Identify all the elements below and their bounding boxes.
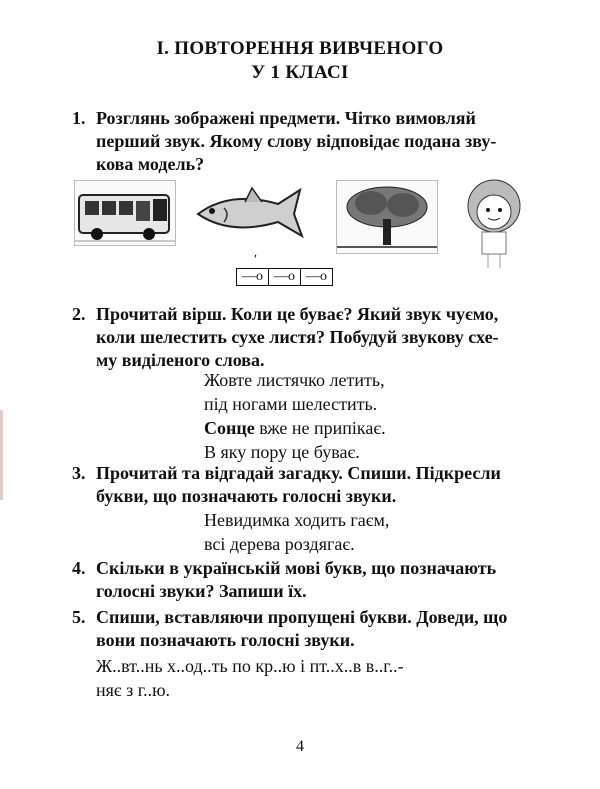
exercise-line: Ж..вт..нь х..од..ть по кр..ю і пт..х..в в..г..- xyxy=(96,656,404,676)
task-number: 4. xyxy=(72,558,86,578)
section-title-line2: У 1 КЛАСІ xyxy=(251,62,349,83)
task-number: 1. xyxy=(72,108,86,128)
scheme-cell: —о xyxy=(237,269,269,285)
stress-mark: ʹ xyxy=(254,253,258,268)
bus-picture xyxy=(74,180,176,246)
riddle xyxy=(204,508,389,556)
exercise-text xyxy=(96,654,566,702)
task-text: Спиши, вставляючи пропущені букви. Доведи, що xyxy=(96,607,508,627)
scheme-cell: —о xyxy=(306,269,327,284)
task-text: му виділеного слова. xyxy=(96,350,265,370)
fish-picture xyxy=(190,180,318,244)
task-number: 5. xyxy=(72,607,86,627)
task-number: 2. xyxy=(72,304,86,324)
task-2 xyxy=(72,303,542,372)
girl-picture xyxy=(458,172,530,272)
task-text: Розглянь зображені предмети. Чітко вимовляй xyxy=(96,108,476,128)
task-text: Прочитай вірш. Коли це буває? Який звук чуємо, xyxy=(96,304,499,324)
poem xyxy=(204,368,386,464)
task-text: букви, що позначають голосні звуки. xyxy=(96,486,397,506)
task-number: 3. xyxy=(72,463,86,483)
task-text: Прочитай та відгадай загадку. Спиши. Підкресли xyxy=(96,463,501,483)
task-5 xyxy=(72,606,542,652)
task-text: Скільки в українській мові букв, що позначають xyxy=(96,558,497,578)
riddle-line: Невидимка ходить гаєм, xyxy=(204,510,390,530)
exercise-line: няє з г..ю. xyxy=(96,680,171,700)
task-text: кова модель? xyxy=(96,154,205,174)
sound-model-scheme xyxy=(236,268,333,286)
task-4 xyxy=(72,557,542,603)
task-text: коли шелестить сухе листя? Побудуй звукову схе- xyxy=(96,327,499,347)
poem-line: Жовте листячко летить, xyxy=(204,370,385,390)
poem-line: Сонце вже не припікає. xyxy=(204,418,386,438)
page-number: 4 xyxy=(296,738,304,755)
task-text: голосні звуки? Запиши їх. xyxy=(96,581,307,601)
task-text: перший звук. Якому слову відповідає подана зву- xyxy=(96,131,497,151)
task-text: вони позначають голосні звуки. xyxy=(96,630,355,650)
highlighted-word: Сонце xyxy=(204,418,255,438)
task-1 xyxy=(72,107,542,176)
poem-line: В яку пору це буває. xyxy=(204,442,360,462)
scheme-cell: —о xyxy=(269,269,301,285)
tree-picture xyxy=(336,180,438,254)
poem-line: під ногами шелестить. xyxy=(204,394,378,414)
task-3 xyxy=(72,462,542,508)
section-title-line1: I. ПОВТОРЕННЯ ВИВЧЕНОГО xyxy=(156,38,444,59)
page-edge-mark xyxy=(0,410,3,500)
riddle-line: всі дерева роздягає. xyxy=(204,534,355,554)
